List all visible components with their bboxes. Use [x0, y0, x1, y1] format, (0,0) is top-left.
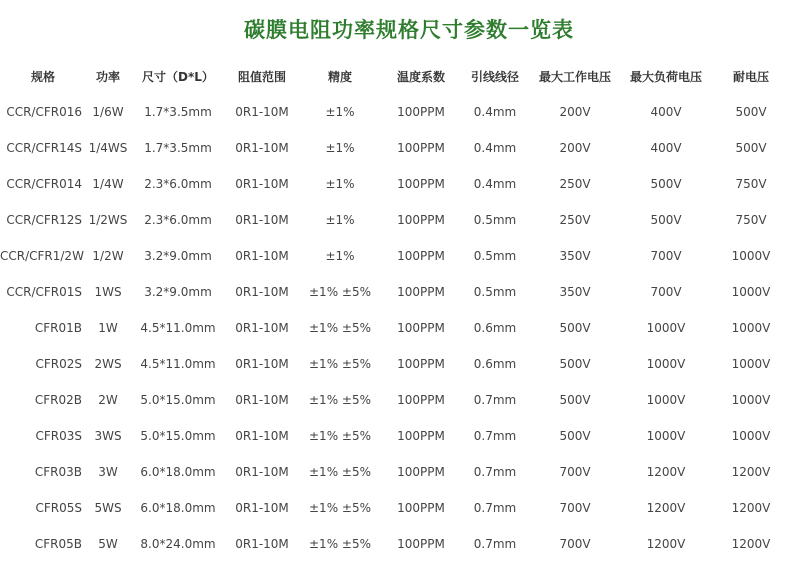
cell-size: 3.2*9.0mm — [144, 249, 212, 263]
cell-lead-diameter: 0.7mm — [473, 429, 517, 443]
cell-model: CFR02S — [35, 357, 82, 371]
cell-power: 2WS — [94, 357, 122, 371]
cell-size: 6.0*18.0mm — [140, 501, 216, 515]
cell-withstand-voltage: 1200V — [731, 465, 771, 479]
cell-max-overload-voltage: 1200V — [646, 501, 686, 515]
table-row — [0, 166, 790, 202]
cell-lead-diameter: 0.5mm — [473, 285, 517, 299]
cell-resistance-range: 0R1-10M — [235, 537, 289, 551]
cell-tolerance: ±1% — [325, 105, 355, 119]
cell-withstand-voltage: 1000V — [731, 429, 771, 443]
cell-resistance-range: 0R1-10M — [235, 357, 289, 371]
cell-model: CFR03S — [35, 429, 82, 443]
cell-tolerance: ±1% ±5% — [309, 429, 371, 443]
cell-max-working-voltage: 500V — [559, 393, 591, 407]
cell-resistance-range: 0R1-10M — [235, 501, 289, 515]
cell-model: CCR/CFR14S — [6, 141, 82, 155]
table-row — [0, 274, 790, 310]
cell-max-overload-voltage: 1000V — [646, 357, 686, 371]
cell-max-overload-voltage: 1200V — [646, 465, 686, 479]
cell-size: 4.5*11.0mm — [140, 357, 216, 371]
header-power: 功率 — [95, 69, 120, 84]
cell-max-working-voltage: 200V — [559, 141, 591, 155]
cell-resistance-range: 0R1-10M — [235, 285, 289, 299]
cell-size: 3.2*9.0mm — [144, 285, 212, 299]
cell-tolerance: ±1% — [325, 177, 355, 191]
cell-max-overload-voltage: 1000V — [646, 321, 686, 335]
cell-temp-coefficient: 100PPM — [397, 213, 445, 227]
cell-resistance-range: 0R1-10M — [235, 249, 289, 263]
header-tolerance: 精度 — [327, 69, 352, 84]
cell-lead-diameter: 0.7mm — [473, 465, 517, 479]
header-size: 尺寸（D*L） — [142, 69, 214, 84]
cell-withstand-voltage: 750V — [735, 213, 767, 227]
cell-max-overload-voltage: 700V — [650, 249, 682, 263]
cell-model: CFR05S — [35, 501, 82, 515]
cell-lead-diameter: 0.7mm — [473, 393, 517, 407]
cell-max-overload-voltage: 1000V — [646, 429, 686, 443]
table-body — [0, 94, 790, 562]
cell-temp-coefficient: 100PPM — [397, 141, 445, 155]
cell-model: CCR/CFR014 — [6, 177, 82, 191]
table-row — [0, 454, 790, 490]
cell-power: 5WS — [94, 501, 122, 515]
cell-withstand-voltage: 1000V — [731, 357, 771, 371]
cell-max-working-voltage: 700V — [559, 465, 591, 479]
cell-tolerance: ±1% ±5% — [309, 285, 371, 299]
cell-temp-coefficient: 100PPM — [397, 321, 445, 335]
cell-lead-diameter: 0.7mm — [473, 537, 517, 551]
cell-temp-coefficient: 100PPM — [397, 105, 445, 119]
cell-max-overload-voltage: 400V — [650, 141, 682, 155]
cell-tolerance: ±1% ±5% — [309, 501, 371, 515]
cell-model: CCR/CFR01S — [6, 285, 82, 299]
header-max-working-voltage: 最大工作电压 — [538, 69, 611, 84]
cell-max-overload-voltage: 400V — [650, 105, 682, 119]
cell-model: CFR01B — [34, 321, 82, 335]
cell-lead-diameter: 0.6mm — [473, 321, 517, 335]
table-row — [0, 310, 790, 346]
cell-model: CFR05B — [34, 537, 82, 551]
cell-lead-diameter: 0.7mm — [473, 501, 517, 515]
header-resistance-range: 阻值范围 — [237, 69, 286, 84]
cell-size: 6.0*18.0mm — [140, 465, 216, 479]
cell-size: 5.0*15.0mm — [140, 429, 216, 443]
cell-withstand-voltage: 1000V — [731, 321, 771, 335]
cell-temp-coefficient: 100PPM — [397, 429, 445, 443]
cell-temp-coefficient: 100PPM — [397, 393, 445, 407]
cell-temp-coefficient: 100PPM — [397, 465, 445, 479]
cell-resistance-range: 0R1-10M — [235, 141, 289, 155]
cell-max-working-voltage: 500V — [559, 429, 591, 443]
cell-max-working-voltage: 250V — [559, 213, 591, 227]
cell-size: 1.7*3.5mm — [144, 105, 212, 119]
header-max-overload-voltage: 最大负荷电压 — [629, 69, 702, 84]
cell-withstand-voltage: 1200V — [731, 537, 771, 551]
table-row — [0, 346, 790, 382]
table-row — [0, 490, 790, 526]
cell-tolerance: ±1% ±5% — [309, 537, 371, 551]
cell-withstand-voltage: 1000V — [731, 285, 771, 299]
cell-lead-diameter: 0.4mm — [473, 177, 517, 191]
header-lead-diameter: 引线线径 — [470, 69, 519, 84]
table-row — [0, 94, 790, 130]
cell-size: 5.0*15.0mm — [140, 393, 216, 407]
cell-model: CCR/CFR12S — [6, 213, 82, 227]
cell-max-overload-voltage: 500V — [650, 177, 682, 191]
cell-withstand-voltage: 750V — [735, 177, 767, 191]
cell-resistance-range: 0R1-10M — [235, 105, 289, 119]
cell-temp-coefficient: 100PPM — [397, 177, 445, 191]
cell-power: 5W — [98, 537, 118, 551]
cell-lead-diameter: 0.6mm — [473, 357, 517, 371]
cell-power: 1/2WS — [88, 213, 128, 227]
cell-max-overload-voltage: 700V — [650, 285, 682, 299]
cell-tolerance: ±1% ±5% — [309, 357, 371, 371]
table-row — [0, 418, 790, 454]
cell-withstand-voltage: 1200V — [731, 501, 771, 515]
cell-tolerance: ±1% ±5% — [309, 465, 371, 479]
cell-size: 4.5*11.0mm — [140, 321, 216, 335]
cell-power: 3WS — [94, 429, 122, 443]
header-withstand-voltage: 耐电压 — [732, 69, 769, 84]
cell-size: 2.3*6.0mm — [144, 213, 212, 227]
cell-withstand-voltage: 1000V — [731, 393, 771, 407]
cell-max-working-voltage: 700V — [559, 501, 591, 515]
cell-resistance-range: 0R1-10M — [235, 393, 289, 407]
table-row — [0, 130, 790, 166]
cell-temp-coefficient: 100PPM — [397, 357, 445, 371]
cell-size: 2.3*6.0mm — [144, 177, 212, 191]
cell-size: 8.0*24.0mm — [140, 537, 216, 551]
cell-model: CCR/CFR016 — [6, 105, 82, 119]
cell-max-working-voltage: 700V — [559, 537, 591, 551]
cell-withstand-voltage: 1000V — [731, 249, 771, 263]
cell-tolerance: ±1% ±5% — [309, 393, 371, 407]
cell-temp-coefficient: 100PPM — [397, 537, 445, 551]
cell-power: 1/6W — [92, 105, 124, 119]
cell-withstand-voltage: 500V — [735, 141, 767, 155]
cell-tolerance: ±1% ±5% — [309, 321, 371, 335]
table-header-row — [0, 58, 790, 94]
cell-lead-diameter: 0.5mm — [473, 213, 517, 227]
cell-max-overload-voltage: 1200V — [646, 537, 686, 551]
cell-resistance-range: 0R1-10M — [235, 213, 289, 227]
cell-power: 1/4W — [92, 177, 124, 191]
cell-temp-coefficient: 100PPM — [397, 285, 445, 299]
cell-lead-diameter: 0.4mm — [473, 141, 517, 155]
table-row — [0, 202, 790, 238]
cell-resistance-range: 0R1-10M — [235, 321, 289, 335]
table-row — [0, 526, 790, 562]
table-row — [0, 238, 790, 274]
header-model: 规格 — [30, 69, 55, 84]
cell-max-overload-voltage: 1000V — [646, 393, 686, 407]
cell-tolerance: ±1% — [325, 249, 355, 263]
cell-tolerance: ±1% — [325, 141, 355, 155]
cell-power: 1W — [98, 321, 118, 335]
cell-resistance-range: 0R1-10M — [235, 429, 289, 443]
cell-lead-diameter: 0.5mm — [473, 249, 517, 263]
cell-resistance-range: 0R1-10M — [235, 465, 289, 479]
cell-size: 1.7*3.5mm — [144, 141, 212, 155]
cell-model: CFR03B — [34, 465, 82, 479]
cell-withstand-voltage: 500V — [735, 105, 767, 119]
cell-power: 2W — [98, 393, 118, 407]
cell-power: 1WS — [94, 285, 122, 299]
cell-power: 1/2W — [92, 249, 124, 263]
cell-max-working-voltage: 500V — [559, 321, 591, 335]
spec-table — [0, 58, 790, 562]
cell-power: 1/4WS — [88, 141, 128, 155]
cell-max-working-voltage: 350V — [559, 249, 591, 263]
header-temp-coefficient: 温度系数 — [396, 69, 445, 84]
cell-max-working-voltage: 200V — [559, 105, 591, 119]
table-row — [0, 382, 790, 418]
cell-lead-diameter: 0.4mm — [473, 105, 517, 119]
cell-resistance-range: 0R1-10M — [235, 177, 289, 191]
cell-model: CFR02B — [34, 393, 82, 407]
cell-max-working-voltage: 250V — [559, 177, 591, 191]
cell-tolerance: ±1% — [325, 213, 355, 227]
cell-max-working-voltage: 350V — [559, 285, 591, 299]
cell-temp-coefficient: 100PPM — [397, 501, 445, 515]
cell-power: 3W — [98, 465, 118, 479]
page-title: 碳膜电阻功率规格尺寸参数一览表 — [244, 17, 574, 42]
cell-max-overload-voltage: 500V — [650, 213, 682, 227]
cell-max-working-voltage: 500V — [559, 357, 591, 371]
cell-model: CCR/CFR1/2W — [0, 249, 84, 263]
cell-temp-coefficient: 100PPM — [397, 249, 445, 263]
